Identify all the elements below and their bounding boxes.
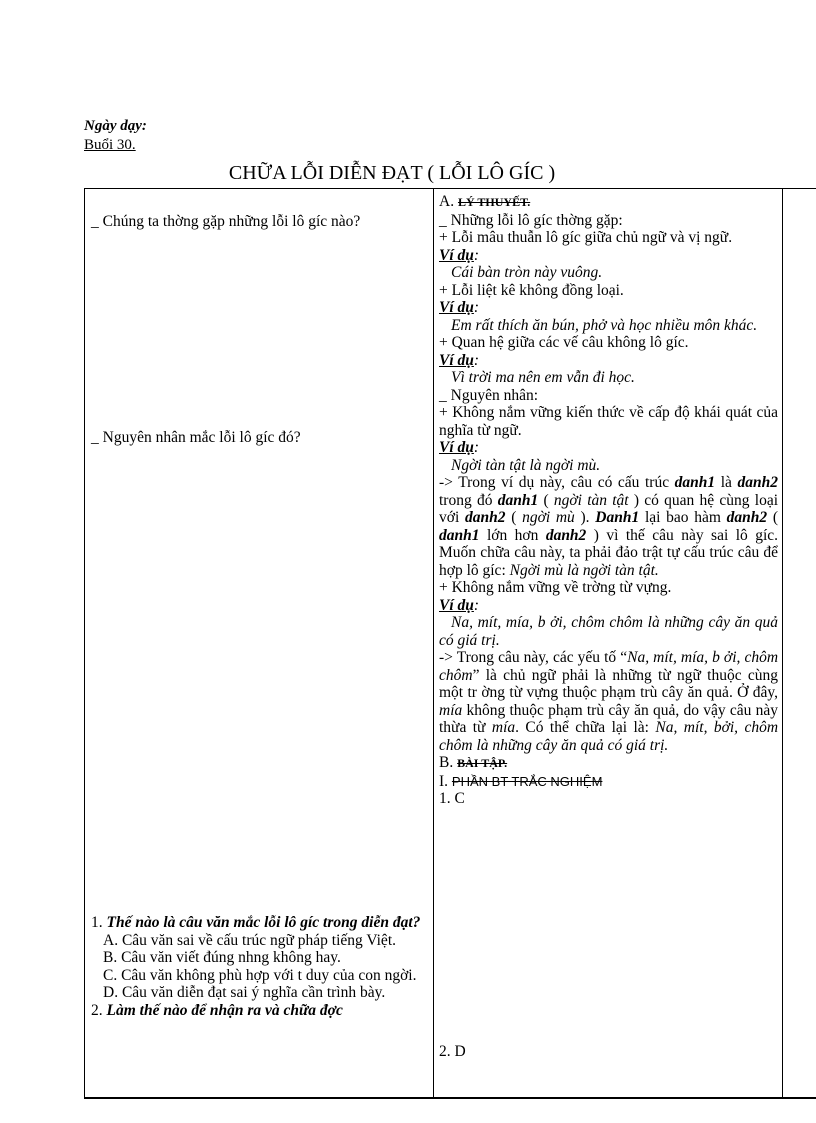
theory-line: + Không nắm vững về trờng từ vựng. xyxy=(439,579,672,596)
example-text: Ngời tàn tật là ngời mù. xyxy=(451,456,601,474)
page-title: CHỮA LỖI DIỄN ĐẠT ( LỖI LÔ GÍC ) xyxy=(228,162,556,184)
option-b: B. Câu văn viết đúng nhng không hay. xyxy=(103,949,341,966)
section-i-heading: I. PHẦN BT TRẮC NGHIỆM xyxy=(439,772,603,790)
explanation-paragraph: -> Trong ví dụ này, câu có cấu trúc danh1 là danh2 trong đó danh1 ( ngời tàn tật ) có quan hệ cùng loại với danh2 ( ngời mù ). Danh1 lại bao hàm danh2 ( danh1 lớn hơn danh2 ) vì thế câu này sai lô gíc. Muốn chữa câu này, ta phải đảo trật tự cấu trúc câu để hợp lô gíc: Ngời mù là ngời tàn tật. xyxy=(439,474,779,579)
exercise-block xyxy=(91,914,427,1019)
option-c: C. Câu văn không phù hợp với t duy của con ngời. xyxy=(103,966,417,984)
left-column xyxy=(85,189,434,1097)
example-label: Ví dụ: xyxy=(439,299,480,316)
question-2: _ Nguyên nhân mắc lỗi lô gíc đó? xyxy=(91,429,301,446)
explanation-paragraph: -> Trong câu này, các yếu tố “Na, mít, mía, b ởi, chôm chôm” là chủ ngữ phải là những từ ngữ thuộc cùng một tr ờng từ vựng thuộc phạm trù cây ăn quả. Ở đây, mía không thuộc phạm trù cây ăn quả, do vậy câu này thừa từ mía. Có thể chữa lại là: Na, mít, bởi, chôm chôm là những cây ăn quả có giá trị. xyxy=(439,649,779,754)
option-d: D. Câu văn diễn đạt sai ý nghĩa cần trình bày. xyxy=(103,984,386,1001)
exercise-1-question: 1. Thế nào là câu văn mắc lỗi lô gíc trong diễn đạt? xyxy=(91,914,421,931)
example-text: Na, mít, mía, b ởi, chôm chôm là những cây ăn quả có giá trị. xyxy=(439,614,778,649)
example-label: Ví dụ: xyxy=(439,596,480,614)
section-b-heading: B. BÀI TẬP. xyxy=(439,754,508,771)
theory-line: _ Những lỗi lô gíc thờng gặp: xyxy=(439,211,623,229)
question-1: _ Chúng ta thờng gặp những lỗi lô gíc nào? xyxy=(91,213,361,230)
example-text: Em rất thích ăn bún, phở và học nhiều môn khác. xyxy=(451,316,758,334)
right-column xyxy=(434,189,783,1097)
theory-line: + Lỗi mâu thuẫn lô gíc giữa chủ ngữ và vị ngữ. xyxy=(439,229,733,246)
theory-line: + Quan hệ giữa các vế câu không lô gíc. xyxy=(439,334,689,351)
session-label: Buổi 30. xyxy=(84,137,136,153)
example-label: Ví dụ: xyxy=(439,246,480,264)
example-text: Vì trời ma nên em vẫn đi học. xyxy=(451,369,635,386)
section-a-heading: A. LÝ THUYẾT. xyxy=(439,193,531,210)
lesson-table xyxy=(84,188,816,1099)
theory-line: _ Nguyên nhân: xyxy=(439,386,539,404)
example-text: Cái bàn tròn này vuông. xyxy=(451,264,603,281)
theory-block xyxy=(439,193,778,808)
answer-2: 2. D xyxy=(439,1043,466,1060)
example-label: Ví dụ: xyxy=(439,351,480,369)
date-label: Ngày dạy: xyxy=(84,118,147,134)
theory-line: + Không nắm vững kiến thức về cấp độ khái quát của nghĩa từ ngữ. xyxy=(439,404,778,439)
option-a: A. Câu văn sai về cấu trúc ngữ pháp tiếng Việt. xyxy=(103,931,396,949)
theory-line: + Lỗi liệt kê không đồng loại. xyxy=(439,281,624,299)
example-label: Ví dụ: xyxy=(439,439,480,456)
answer-1: 1. C xyxy=(439,790,465,807)
exercise-2-question: 2. Làm thế nào để nhận ra và chữa đợc xyxy=(91,1001,343,1019)
